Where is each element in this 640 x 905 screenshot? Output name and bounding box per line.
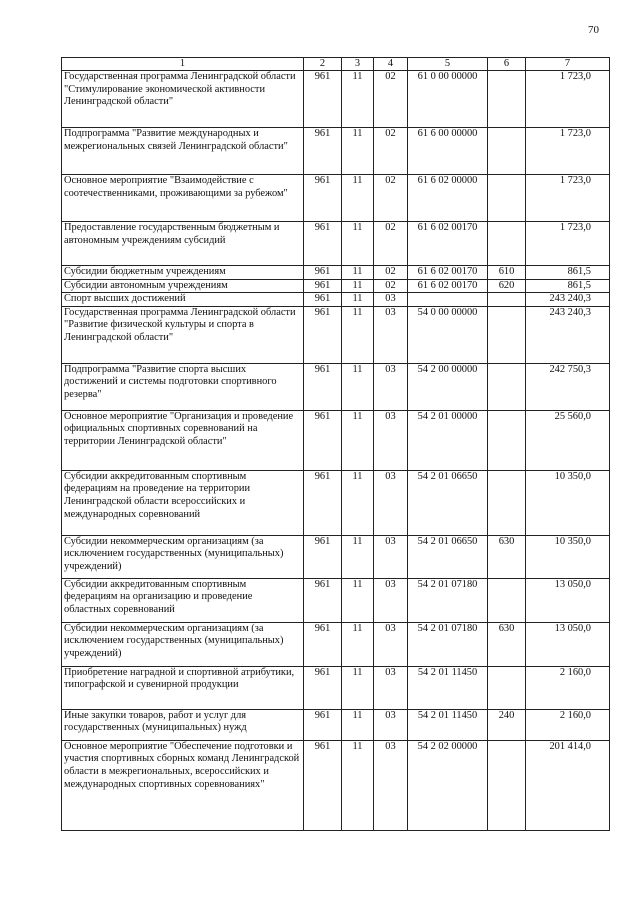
- row-subsection: 03: [374, 578, 408, 622]
- budget-table: [61, 57, 610, 831]
- row-expense-type: [488, 363, 526, 410]
- row-name: Субсидии аккредитованным спортивным федерациям на организацию и проведение областных соревнований: [62, 578, 304, 622]
- table-row: [62, 266, 610, 280]
- row-amount: 861,5: [526, 266, 610, 280]
- row-expense-type: 620: [488, 279, 526, 293]
- table-row: [62, 740, 610, 830]
- table-row: [62, 709, 610, 740]
- row-section: 11: [342, 578, 374, 622]
- row-name: Основное мероприятие "Обеспечение подготовки и участия спортивных сборных команд Ленинградской области в межрегиональных, всероссийских и международных спортивных соревнованиях": [62, 740, 304, 830]
- column-header: 6: [488, 58, 526, 71]
- row-name: Государственная программа Ленинградской области "Стимулирование экономической активности Ленинградской области": [62, 71, 304, 128]
- row-amount: 243 240,3: [526, 293, 610, 307]
- column-header: 7: [526, 58, 610, 71]
- row-target: 61 6 02 00000: [408, 175, 488, 222]
- row-name: Спорт высших достижений: [62, 293, 304, 307]
- row-code: 961: [304, 740, 342, 830]
- row-name: Субсидии некоммерческим организациям (за исключением государственных (муниципальных) учреждений): [62, 622, 304, 666]
- page-number: 70: [588, 24, 599, 36]
- row-name: Государственная программа Ленинградской области "Развитие физической культуры и спорта в Ленинградской области": [62, 306, 304, 363]
- table-row: [62, 222, 610, 266]
- row-code: 961: [304, 266, 342, 280]
- table-row: [62, 622, 610, 666]
- row-expense-type: [488, 222, 526, 266]
- row-section: 11: [342, 410, 374, 470]
- table-row: [62, 578, 610, 622]
- row-target: 54 2 01 06650: [408, 535, 488, 578]
- row-name: Подпрограмма "Развитие спорта высших достижений и системы подготовки спортивного резерва": [62, 363, 304, 410]
- row-section: 11: [342, 622, 374, 666]
- row-target: 61 6 02 00170: [408, 222, 488, 266]
- row-section: 11: [342, 363, 374, 410]
- row-expense-type: 630: [488, 622, 526, 666]
- row-amount: 861,5: [526, 279, 610, 293]
- row-target: 61 0 00 00000: [408, 71, 488, 128]
- row-subsection: 03: [374, 709, 408, 740]
- row-section: 11: [342, 293, 374, 307]
- row-code: 961: [304, 470, 342, 535]
- row-name: Предоставление государственным бюджетным и автономным учреждениям субсидий: [62, 222, 304, 266]
- row-subsection: 03: [374, 470, 408, 535]
- row-expense-type: [488, 740, 526, 830]
- row-amount: 201 414,0: [526, 740, 610, 830]
- row-amount: 243 240,3: [526, 306, 610, 363]
- row-code: 961: [304, 410, 342, 470]
- row-section: 11: [342, 222, 374, 266]
- row-name: Иные закупки товаров, работ и услуг для государственных (муниципальных) нужд: [62, 709, 304, 740]
- row-subsection: 02: [374, 128, 408, 175]
- table-row: [62, 306, 610, 363]
- row-amount: 25 560,0: [526, 410, 610, 470]
- row-name: Субсидии аккредитованным спортивным федерациям на проведение на территории Ленинградской области всероссийских и международных соревнований: [62, 470, 304, 535]
- row-target: 54 0 00 00000: [408, 306, 488, 363]
- row-target: 54 2 01 00000: [408, 410, 488, 470]
- row-section: 11: [342, 709, 374, 740]
- row-code: 961: [304, 578, 342, 622]
- column-header: 3: [342, 58, 374, 71]
- row-name: Основное мероприятие "Организация и проведение официальных спортивных соревнований на территории Ленинградской области": [62, 410, 304, 470]
- row-section: 11: [342, 666, 374, 709]
- row-code: 961: [304, 71, 342, 128]
- row-section: 11: [342, 175, 374, 222]
- row-expense-type: [488, 128, 526, 175]
- row-subsection: 02: [374, 266, 408, 280]
- table-row: [62, 175, 610, 222]
- table-row: [62, 293, 610, 307]
- row-target: 61 6 02 00170: [408, 279, 488, 293]
- row-target: 54 2 00 00000: [408, 363, 488, 410]
- row-expense-type: [488, 306, 526, 363]
- row-expense-type: [488, 578, 526, 622]
- row-code: 961: [304, 175, 342, 222]
- row-name: Основное мероприятие "Взаимодействие с соотечественниками, проживающими за рубежом": [62, 175, 304, 222]
- column-header: 1: [62, 58, 304, 71]
- row-code: 961: [304, 666, 342, 709]
- row-code: 961: [304, 709, 342, 740]
- row-code: 961: [304, 363, 342, 410]
- table-row: [62, 128, 610, 175]
- table-row: [62, 535, 610, 578]
- row-subsection: 03: [374, 306, 408, 363]
- row-expense-type: 610: [488, 266, 526, 280]
- row-subsection: 03: [374, 740, 408, 830]
- column-header: 4: [374, 58, 408, 71]
- table-row: [62, 71, 610, 128]
- row-target: 54 2 01 06650: [408, 470, 488, 535]
- row-expense-type: [488, 470, 526, 535]
- row-subsection: 03: [374, 293, 408, 307]
- column-header: 5: [408, 58, 488, 71]
- row-code: 961: [304, 293, 342, 307]
- row-amount: 1 723,0: [526, 175, 610, 222]
- row-name: Субсидии автономным учреждениям: [62, 279, 304, 293]
- row-subsection: 02: [374, 222, 408, 266]
- row-amount: 2 160,0: [526, 666, 610, 709]
- row-expense-type: [488, 175, 526, 222]
- row-target: 54 2 01 11450: [408, 666, 488, 709]
- row-name: Приобретение наградной и спортивной атрибутики, типографской и сувенирной продукции: [62, 666, 304, 709]
- row-amount: 1 723,0: [526, 71, 610, 128]
- row-target: 54 2 01 11450: [408, 709, 488, 740]
- row-section: 11: [342, 306, 374, 363]
- table-row: [62, 363, 610, 410]
- table-row: [62, 666, 610, 709]
- row-amount: 13 050,0: [526, 578, 610, 622]
- row-subsection: 03: [374, 363, 408, 410]
- row-section: 11: [342, 266, 374, 280]
- row-expense-type: [488, 410, 526, 470]
- row-section: 11: [342, 71, 374, 128]
- table-row: [62, 279, 610, 293]
- row-amount: 242 750,3: [526, 363, 610, 410]
- row-section: 11: [342, 535, 374, 578]
- row-amount: 13 050,0: [526, 622, 610, 666]
- row-code: 961: [304, 128, 342, 175]
- table-row: [62, 470, 610, 535]
- row-code: 961: [304, 535, 342, 578]
- row-amount: 1 723,0: [526, 128, 610, 175]
- row-name: Подпрограмма "Развитие международных и межрегиональных связей Ленинградской области": [62, 128, 304, 175]
- row-expense-type: 240: [488, 709, 526, 740]
- row-subsection: 02: [374, 279, 408, 293]
- row-code: 961: [304, 222, 342, 266]
- row-target: [408, 293, 488, 307]
- row-code: 961: [304, 306, 342, 363]
- row-amount: 1 723,0: [526, 222, 610, 266]
- row-target: 54 2 01 07180: [408, 578, 488, 622]
- table-header-row: [62, 58, 610, 71]
- row-subsection: 02: [374, 71, 408, 128]
- row-subsection: 03: [374, 410, 408, 470]
- row-amount: 10 350,0: [526, 535, 610, 578]
- row-amount: 2 160,0: [526, 709, 610, 740]
- row-expense-type: [488, 293, 526, 307]
- row-target: 61 6 02 00170: [408, 266, 488, 280]
- row-name: Субсидии бюджетным учреждениям: [62, 266, 304, 280]
- row-subsection: 02: [374, 175, 408, 222]
- column-header: 2: [304, 58, 342, 71]
- row-target: 54 2 02 00000: [408, 740, 488, 830]
- row-expense-type: 630: [488, 535, 526, 578]
- row-code: 961: [304, 279, 342, 293]
- row-target: 61 6 00 00000: [408, 128, 488, 175]
- row-section: 11: [342, 740, 374, 830]
- row-name: Субсидии некоммерческим организациям (за исключением государственных (муниципальных) учреждений): [62, 535, 304, 578]
- row-expense-type: [488, 666, 526, 709]
- row-code: 961: [304, 622, 342, 666]
- row-target: 54 2 01 07180: [408, 622, 488, 666]
- row-subsection: 03: [374, 535, 408, 578]
- table-row: [62, 410, 610, 470]
- row-expense-type: [488, 71, 526, 128]
- row-section: 11: [342, 128, 374, 175]
- row-amount: 10 350,0: [526, 470, 610, 535]
- row-section: 11: [342, 279, 374, 293]
- row-section: 11: [342, 470, 374, 535]
- row-subsection: 03: [374, 622, 408, 666]
- row-subsection: 03: [374, 666, 408, 709]
